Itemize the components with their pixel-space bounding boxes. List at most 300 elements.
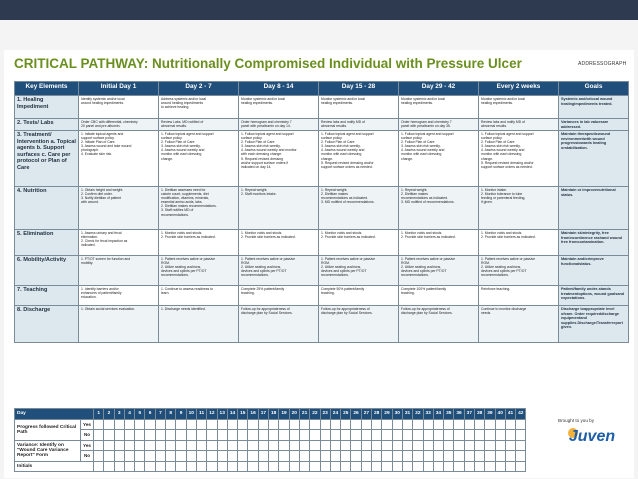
day-check-cell[interactable] — [207, 440, 217, 451]
day-check-cell[interactable] — [196, 430, 206, 441]
day-check-cell[interactable] — [238, 430, 248, 441]
day-check-cell[interactable] — [464, 440, 474, 451]
day-check-cell[interactable] — [485, 451, 495, 462]
initials-cell[interactable] — [279, 461, 289, 472]
pathway-row — [15, 230, 629, 256]
initials-cell[interactable] — [433, 461, 443, 472]
day-check-cell[interactable] — [516, 451, 526, 462]
day-check-cell[interactable] — [382, 419, 392, 430]
juven-logo — [560, 427, 624, 447]
day-check-cell[interactable] — [186, 430, 196, 441]
day-check-cell[interactable] — [227, 430, 237, 441]
cell-text-line: change. — [161, 156, 174, 161]
day-check-cell[interactable] — [135, 451, 145, 462]
initials-cell[interactable] — [104, 461, 114, 472]
day-check-cell[interactable] — [505, 440, 515, 451]
day-check-cell[interactable] — [444, 419, 454, 430]
day-number: 1 — [94, 409, 104, 420]
cell-text-line: with each dressing change. — [241, 152, 283, 157]
initials-cell[interactable] — [196, 461, 206, 472]
day-check-cell[interactable] — [155, 440, 165, 451]
day-check-cell[interactable] — [279, 440, 289, 451]
cell-text-line: 1. Monitor voids and stools. — [161, 231, 203, 235]
pathway-row — [15, 187, 629, 230]
cell-text-line: 1. Follow topical agent and support — [481, 132, 534, 136]
day-check-cell[interactable] — [361, 440, 371, 451]
day-check-cell[interactable] — [269, 430, 279, 441]
cell-text-line: Order hemogram and chemistry 7 — [241, 120, 292, 124]
day-check-cell[interactable] — [248, 451, 258, 462]
cell-text-line: 1. Monitor voids and stools. — [401, 231, 443, 235]
initials-cell[interactable] — [135, 461, 145, 472]
key-element-cell: 4. Nutrition — [15, 187, 79, 230]
goal-text-line: Maintain and/or — [561, 257, 590, 261]
cell-text-line: teaching. — [321, 291, 335, 296]
day-check-cell[interactable] — [505, 419, 515, 430]
day-check-cell[interactable] — [341, 440, 351, 451]
day-check-cell[interactable] — [299, 419, 309, 430]
cell-text-line: 4. Evaluate skin risk. — [81, 152, 113, 157]
day-check-cell[interactable] — [351, 430, 361, 441]
cell-text-line: 1. Follow topical agent and support — [401, 132, 454, 136]
goal-cell — [559, 187, 629, 230]
day-check-cell[interactable] — [454, 451, 464, 462]
day-check-cell[interactable] — [238, 451, 248, 462]
cell-text-line: 3. Assess wound and take wound — [81, 144, 132, 149]
day-check-cell[interactable] — [279, 419, 289, 430]
day-check-cell[interactable] — [166, 419, 176, 430]
initials-cell[interactable] — [310, 461, 320, 472]
initials-cell[interactable] — [341, 461, 351, 472]
day-check-cell[interactable] — [289, 430, 299, 441]
day-check-cell[interactable] — [217, 419, 227, 430]
day-number: 22 — [310, 409, 320, 420]
cell-text-line: change. — [321, 156, 334, 161]
initials-cell[interactable] — [186, 461, 196, 472]
day-check-cell[interactable] — [351, 451, 361, 462]
day-check-cell[interactable] — [104, 419, 114, 430]
initials-cell[interactable] — [464, 461, 474, 472]
day-check-cell[interactable] — [361, 419, 371, 430]
day-check-cell[interactable] — [361, 451, 371, 462]
day-check-cell[interactable] — [454, 430, 464, 441]
pathway-cell — [319, 96, 399, 119]
day-number: 36 — [454, 409, 464, 420]
day-check-cell[interactable] — [341, 451, 351, 462]
day-check-cell[interactable] — [176, 451, 186, 462]
cell-text-line: to achieve healing. — [161, 105, 190, 110]
day-check-cell[interactable] — [124, 451, 134, 462]
initials-cell[interactable] — [454, 461, 464, 472]
day-check-cell[interactable] — [413, 451, 423, 462]
initials-cell[interactable] — [166, 461, 176, 472]
cell-text-line: feeding or parenteral feeding, — [481, 196, 526, 201]
day-check-cell[interactable] — [423, 440, 433, 451]
day-check-cell[interactable] — [94, 440, 104, 451]
cell-text-line: Monitor systemic and/or local — [241, 97, 285, 101]
day-check-cell[interactable] — [186, 451, 196, 462]
progress-followed-yes-row — [15, 419, 526, 430]
day-check-cell[interactable] — [464, 430, 474, 441]
day-check-cell[interactable] — [238, 440, 248, 451]
day-check-cell[interactable] — [176, 430, 186, 441]
day-check-cell[interactable] — [104, 451, 114, 462]
pathway-cell — [239, 96, 319, 119]
cell-text-line: panel with prealbumin on day 35. — [401, 124, 451, 129]
initials-cell[interactable] — [114, 461, 124, 472]
day-check-cell[interactable] — [258, 440, 268, 451]
cell-text-line: 1. Obtain social services evaluation. — [81, 307, 136, 311]
day-check-cell[interactable] — [135, 440, 145, 451]
day-check-cell[interactable] — [372, 419, 382, 430]
day-check-cell[interactable] — [392, 419, 402, 430]
day-check-cell[interactable] — [474, 440, 484, 451]
cell-text-line: 1. Dietitian assesses need for — [161, 188, 206, 192]
day-check-cell[interactable] — [454, 419, 464, 430]
cell-text-line: 2. Check for fecal impaction as — [81, 239, 128, 244]
goal-text-line: status. — [579, 261, 592, 266]
day-check-cell[interactable] — [320, 419, 330, 430]
cell-text-line: 20 panel and pre-albumin. — [81, 124, 121, 129]
initials-cell[interactable] — [444, 461, 454, 472]
cell-text-line: education. — [81, 295, 97, 300]
initials-cell[interactable] — [372, 461, 382, 472]
day-check-cell[interactable] — [392, 451, 402, 462]
day-check-cell[interactable] — [423, 451, 433, 462]
day-check-cell[interactable] — [145, 430, 155, 441]
day-check-cell[interactable] — [124, 440, 134, 451]
pathway-cell — [319, 131, 399, 187]
day-check-cell[interactable] — [320, 451, 330, 462]
pathway-cell — [159, 230, 239, 256]
variance-label: Variance: Identify on "Wound Care Variance Report" Form — [15, 440, 81, 461]
cell-text-line: 2. Initiate Plan of Care. — [81, 140, 116, 145]
cell-text-line: 2. Dietitian makes — [321, 192, 348, 197]
day-check-cell[interactable] — [279, 451, 289, 462]
day-check-cell[interactable] — [166, 430, 176, 441]
day-check-cell[interactable] — [145, 440, 155, 451]
initials-row — [15, 461, 526, 472]
day-check-cell[interactable] — [361, 430, 371, 441]
cell-text-line: discharge plan by Social Services. — [241, 311, 293, 316]
day-check-cell[interactable] — [207, 451, 217, 462]
initials-cell[interactable] — [94, 461, 104, 472]
day-check-cell[interactable] — [423, 419, 433, 430]
day-check-cell[interactable] — [372, 440, 382, 451]
day-check-cell[interactable] — [516, 430, 526, 441]
goal-text-line: options, wound goals — [578, 291, 618, 296]
day-check-cell[interactable] — [392, 430, 402, 441]
cell-text-line: indicated on day 14. — [241, 164, 272, 169]
day-check-cell[interactable] — [227, 451, 237, 462]
day-check-cell[interactable] — [217, 440, 227, 451]
day-check-cell[interactable] — [114, 451, 124, 462]
day-check-cell[interactable] — [351, 440, 361, 451]
cell-text-line: ROM. — [481, 261, 490, 266]
day-check-cell[interactable] — [248, 419, 258, 430]
pathway-row — [15, 96, 629, 119]
day-check-cell[interactable] — [114, 430, 124, 441]
day-check-cell[interactable] — [114, 419, 124, 430]
cell-text-line: devices and splints per PT/OT — [241, 269, 287, 274]
day-check-cell[interactable] — [402, 440, 412, 451]
day-check-cell[interactable] — [495, 451, 505, 462]
day-check-cell[interactable] — [433, 451, 443, 462]
cell-text-line: Complete 50% patient/family — [321, 287, 365, 291]
day-check-cell[interactable] — [320, 440, 330, 451]
day-check-cell[interactable] — [135, 430, 145, 441]
day-check-cell[interactable] — [186, 440, 196, 451]
day-check-cell[interactable] — [474, 419, 484, 430]
day-check-cell[interactable] — [495, 440, 505, 451]
day-check-cell[interactable] — [330, 451, 340, 462]
day-check-cell[interactable] — [196, 440, 206, 451]
day-check-cell[interactable] — [289, 419, 299, 430]
day-check-cell[interactable] — [341, 430, 351, 441]
pathway-cell — [479, 187, 559, 230]
day-check-cell[interactable] — [114, 440, 124, 451]
initials-cell[interactable] — [351, 461, 361, 472]
day-check-cell[interactable] — [464, 419, 474, 430]
day-check-cell[interactable] — [176, 419, 186, 430]
day-check-cell[interactable] — [196, 419, 206, 430]
day-check-cell[interactable] — [94, 419, 104, 430]
day-check-cell[interactable] — [124, 430, 134, 441]
initials-cell[interactable] — [423, 461, 433, 472]
initials-cell[interactable] — [248, 461, 258, 472]
day-check-cell[interactable] — [423, 430, 433, 441]
day-check-cell[interactable] — [248, 430, 258, 441]
day-check-cell[interactable] — [444, 430, 454, 441]
day-check-cell[interactable] — [474, 451, 484, 462]
day-check-cell[interactable] — [135, 419, 145, 430]
day-check-cell[interactable] — [299, 440, 309, 451]
day-check-cell[interactable] — [258, 419, 268, 430]
variance-no-row — [15, 451, 526, 462]
day-check-cell[interactable] — [310, 451, 320, 462]
day-check-cell[interactable] — [402, 451, 412, 462]
pathway-cell — [319, 256, 399, 286]
day-check-cell[interactable] — [372, 451, 382, 462]
key-element-cell: 8. Discharge — [15, 306, 79, 343]
day-check-cell[interactable] — [94, 451, 104, 462]
day-check-cell[interactable] — [330, 440, 340, 451]
day-check-cell[interactable] — [413, 419, 423, 430]
day-check-cell[interactable] — [207, 430, 217, 441]
cell-text-line: healing impediments. — [481, 101, 514, 106]
day-check-cell[interactable] — [269, 419, 279, 430]
day-check-cell[interactable] — [299, 451, 309, 462]
initials-cell[interactable] — [330, 461, 340, 472]
day-check-cell[interactable] — [392, 440, 402, 451]
pathway-cell — [159, 306, 239, 343]
day-check-cell[interactable] — [485, 419, 495, 430]
day-check-cell[interactable] — [269, 451, 279, 462]
day-check-cell[interactable] — [258, 430, 268, 441]
day-check-cell[interactable] — [351, 419, 361, 430]
day-check-cell[interactable] — [433, 430, 443, 441]
cell-text-line: 2. Confirm diet order. — [81, 192, 113, 197]
initials-cell[interactable] — [402, 461, 412, 472]
initials-cell[interactable] — [505, 461, 515, 472]
cell-text-line: support surface orders as needed. — [481, 164, 533, 169]
day-check-cell[interactable] — [382, 440, 392, 451]
initials-cell[interactable] — [258, 461, 268, 472]
day-check-cell[interactable] — [238, 419, 248, 430]
day-check-cell[interactable] — [402, 430, 412, 441]
day-check-cell[interactable] — [269, 440, 279, 451]
day-check-cell[interactable] — [186, 419, 196, 430]
day-check-cell[interactable] — [330, 419, 340, 430]
day-check-cell[interactable] — [155, 430, 165, 441]
pathway-cell — [399, 286, 479, 306]
day-check-cell[interactable] — [279, 430, 289, 441]
pathway-cell — [479, 256, 559, 286]
day-check-cell[interactable] — [444, 451, 454, 462]
day-check-cell[interactable] — [310, 430, 320, 441]
cell-text-line: 2. Provide skin barriers as indicated. — [401, 235, 456, 240]
tracking-grid — [14, 408, 526, 472]
cell-text-line: 1. Monitor intake. — [481, 188, 508, 192]
day-check-cell[interactable] — [258, 451, 268, 462]
day-check-cell[interactable] — [299, 430, 309, 441]
day-check-cell[interactable] — [382, 430, 392, 441]
pathway-cell — [479, 286, 559, 306]
day-check-cell[interactable] — [310, 440, 320, 451]
day-check-cell[interactable] — [217, 430, 227, 441]
key-element-cell: 3. Treatment/ Intervention a. Topical agents b. Support surfaces c. Care per protocol or Plan of Care — [15, 131, 79, 187]
day-check-cell[interactable] — [516, 419, 526, 430]
yes-no-label: Yes — [81, 419, 94, 430]
day-check-cell[interactable] — [166, 451, 176, 462]
goal-text-line: stands treatment — [561, 287, 611, 296]
day-check-cell[interactable] — [485, 430, 495, 441]
initials-cell[interactable] — [485, 461, 495, 472]
cell-text-line: 1. Repeat weight. — [241, 188, 268, 192]
day-check-cell[interactable] — [341, 419, 351, 430]
initials-cell[interactable] — [516, 461, 526, 472]
goal-text-line: Maintain therapeutic — [561, 132, 598, 136]
initials-cell[interactable] — [176, 461, 186, 472]
initials-cell[interactable] — [361, 461, 371, 472]
initials-cell[interactable] — [217, 461, 227, 472]
initials-cell[interactable] — [155, 461, 165, 472]
day-check-cell[interactable] — [155, 419, 165, 430]
initials-cell[interactable] — [227, 461, 237, 472]
cell-text-line: Order CBC with differential, chemistry — [81, 120, 138, 124]
column-header-day-2-7: Day 2 - 7 — [159, 82, 239, 96]
pathway-row — [15, 119, 629, 131]
goal-text-line: discharge equipment — [561, 311, 620, 320]
day-check-cell[interactable] — [124, 419, 134, 430]
day-check-cell[interactable] — [485, 440, 495, 451]
initials-cell[interactable] — [238, 461, 248, 472]
day-check-cell[interactable] — [433, 419, 443, 430]
day-check-cell[interactable] — [474, 430, 484, 441]
day-check-cell[interactable] — [505, 451, 515, 462]
day-check-cell[interactable] — [495, 419, 505, 430]
initials-cell[interactable] — [413, 461, 423, 472]
day-check-cell[interactable] — [94, 430, 104, 441]
day-check-cell[interactable] — [145, 451, 155, 462]
day-check-cell[interactable] — [104, 440, 114, 451]
pathway-row — [15, 286, 629, 306]
cell-text-line: mobility. — [81, 261, 94, 266]
goal-text-line: wound environment — [561, 132, 611, 141]
day-check-cell[interactable] — [227, 419, 237, 430]
day-check-cell[interactable] — [227, 440, 237, 451]
day-check-cell[interactable] — [330, 430, 340, 441]
day-number: 25 — [341, 409, 351, 420]
cell-text-line: recommendations as indicated. — [321, 196, 368, 201]
initials-cell[interactable] — [392, 461, 402, 472]
initials-cell[interactable] — [495, 461, 505, 472]
day-check-cell[interactable] — [402, 419, 412, 430]
day-check-cell[interactable] — [320, 430, 330, 441]
initials-cell[interactable] — [299, 461, 309, 472]
cell-text-line: Continue to monitor discharge — [481, 307, 527, 311]
cell-text-line: 2. Utilize seating cushions, — [241, 265, 282, 270]
day-check-cell[interactable] — [444, 440, 454, 451]
cell-text-line: surface policy. — [241, 136, 263, 141]
pathway-row — [15, 131, 629, 187]
day-check-cell[interactable] — [155, 451, 165, 462]
yes-no-label: Yes — [81, 440, 94, 451]
day-check-cell[interactable] — [289, 440, 299, 451]
day-check-cell[interactable] — [372, 430, 382, 441]
goal-text-line: appropriate level of — [561, 307, 615, 316]
day-check-cell[interactable] — [382, 451, 392, 462]
day-check-cell[interactable] — [166, 440, 176, 451]
day-check-cell[interactable] — [413, 440, 423, 451]
day-check-cell[interactable] — [104, 430, 114, 441]
initials-cell[interactable] — [382, 461, 392, 472]
initials-cell[interactable] — [145, 461, 155, 472]
day-check-cell[interactable] — [495, 430, 505, 441]
initials-cell[interactable] — [320, 461, 330, 472]
column-header-key-elements: Key Elements — [15, 82, 79, 96]
pathway-cell — [399, 306, 479, 343]
day-check-cell[interactable] — [454, 440, 464, 451]
day-check-cell[interactable] — [207, 419, 217, 430]
day-check-cell[interactable] — [289, 451, 299, 462]
initials-cell[interactable] — [124, 461, 134, 472]
pathway-cell — [399, 119, 479, 131]
initials-cell[interactable] — [474, 461, 484, 472]
day-check-cell[interactable] — [176, 440, 186, 451]
pathway-cell — [79, 230, 159, 256]
day-check-cell[interactable] — [310, 419, 320, 430]
day-check-cell[interactable] — [433, 440, 443, 451]
cell-text-line: change. — [401, 156, 414, 161]
initials-cell[interactable] — [289, 461, 299, 472]
cell-text-line: monitor with each dressing — [401, 152, 442, 157]
cell-text-line: monitor with each dressing — [481, 152, 522, 157]
day-check-cell[interactable] — [196, 451, 206, 462]
day-check-cell[interactable] — [413, 430, 423, 441]
cell-text-line: and/or support surface orders if — [241, 160, 289, 165]
initials-cell[interactable] — [269, 461, 279, 472]
day-check-cell[interactable] — [516, 440, 526, 451]
day-check-cell[interactable] — [217, 451, 227, 462]
day-check-cell[interactable] — [145, 419, 155, 430]
initials-cell[interactable] — [207, 461, 217, 472]
pathway-cell — [159, 96, 239, 119]
day-check-cell[interactable] — [464, 451, 474, 462]
day-check-cell[interactable] — [248, 440, 258, 451]
day-check-cell[interactable] — [505, 430, 515, 441]
cell-text-line: 5. Request revised dressing and/or — [321, 160, 374, 165]
